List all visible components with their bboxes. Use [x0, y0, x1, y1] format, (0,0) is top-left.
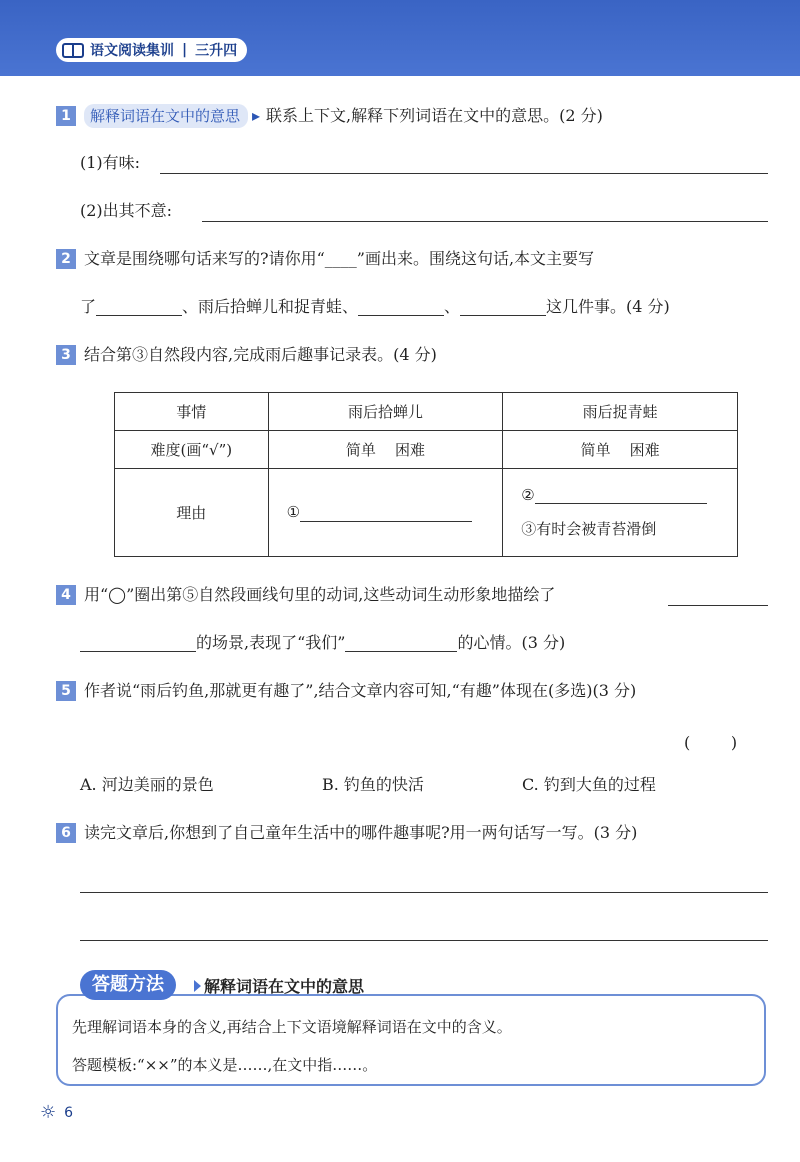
- question-number: 4: [56, 585, 76, 605]
- difficulty-choice[interactable]: 简单 困难: [268, 431, 503, 469]
- answer-blank[interactable]: [300, 505, 472, 522]
- q1-item-1: (1)有味:: [80, 153, 141, 172]
- answer-line[interactable]: [80, 940, 768, 941]
- question-text: 用“◯”圈出第⑤自然段画线句里的动词,这些动词生动形象地描绘了: [84, 585, 556, 604]
- answer-blank[interactable]: [96, 299, 182, 316]
- book-series-label: 语文阅读集训 | 三升四: [56, 38, 247, 62]
- option-c: C. 钓到大鱼的过程: [522, 775, 656, 794]
- book-icon: [62, 43, 84, 58]
- reason-cell: ② ③有时会被青苔滑倒: [503, 469, 738, 557]
- question-text: 作者说“雨后钓鱼,那就更有趣了”,结合文章内容可知,“有趣”体现在(多选)(3 分): [84, 681, 637, 700]
- table-header: 雨后拾蝉儿: [268, 393, 503, 431]
- q2-line-2: 了 、雨后拾蝉儿和捉青蛙、 、 这几件事。(4 分): [80, 297, 670, 316]
- method-title: 解释词语在文中的意思: [204, 977, 365, 996]
- question-6: [56, 822, 637, 844]
- answer-blank[interactable]: [358, 299, 444, 316]
- series-title: 语文阅读集训: [90, 43, 174, 59]
- question-number: 3: [56, 345, 76, 365]
- option-a: A. 河边美丽的景色: [80, 775, 214, 794]
- answer-blank[interactable]: [345, 635, 457, 652]
- method-line-2: 答题模板:“××”的本义是……,在文中指……。: [72, 1056, 378, 1074]
- option-b: B. 钓鱼的快活: [322, 775, 424, 794]
- q4-line-2: 的场景,表现了“我们” 的心情。(3 分): [80, 632, 565, 654]
- answer-line[interactable]: [202, 221, 768, 222]
- question-text: 结合第③自然段内容,完成雨后趣事记录表。(4 分): [84, 345, 437, 364]
- method-tag: 答题方法: [80, 970, 176, 1000]
- table-header: 雨后捉青蛙: [503, 393, 738, 431]
- difficulty-choice[interactable]: 简单 困难: [503, 431, 738, 469]
- answer-blank[interactable]: [80, 635, 196, 652]
- question-2: [56, 248, 594, 270]
- question-3: [56, 344, 437, 366]
- q1-item-2: (2)出其不意:: [80, 201, 173, 220]
- method-line-1: 先理解词语本身的含义,再结合上下文语境解释词语在文中的含义。: [72, 1018, 512, 1036]
- answer-blank[interactable]: [460, 299, 546, 316]
- question-text: 联系上下文,解释下列词语在文中的意思。(2 分): [266, 106, 603, 125]
- answer-line[interactable]: [80, 892, 768, 893]
- answer-paren[interactable]: ( ): [684, 733, 738, 752]
- question-text: 读完文章后,你想到了自己童年生活中的哪件趣事呢?用一两句话写一写。(3 分): [84, 823, 638, 842]
- sun-icon: ☼: [40, 1102, 57, 1123]
- question-number: 1: [56, 106, 76, 126]
- reason-cell: ①: [268, 469, 503, 557]
- reason-text: ③有时会被青苔滑倒: [521, 520, 657, 539]
- answer-line[interactable]: [668, 605, 768, 606]
- question-5: [56, 680, 636, 702]
- question-number: 5: [56, 681, 76, 701]
- question-number: 2: [56, 249, 76, 269]
- question-1: [56, 104, 603, 128]
- page-number: 6: [64, 1104, 74, 1121]
- page-footer: [40, 1102, 73, 1123]
- table-cell: 难度(画“√”): [115, 431, 269, 469]
- table-header: 事情: [115, 393, 269, 431]
- question-number: 6: [56, 823, 76, 843]
- question-text: 文章是围绕哪句话来写的?请你用“____”画出来。围绕这句话,本文主要写: [84, 249, 595, 268]
- record-table: [114, 392, 738, 557]
- table-cell: 理由: [115, 469, 269, 557]
- question-4: [56, 584, 555, 606]
- tag-arrow-icon: [194, 980, 201, 992]
- answer-line[interactable]: [160, 173, 768, 174]
- skill-tag: 解释词语在文中的意思: [84, 104, 248, 128]
- answer-blank[interactable]: [535, 487, 707, 504]
- tag-arrow-icon: ▸: [252, 106, 261, 125]
- grade-label: 三升四: [195, 43, 238, 59]
- page-header: [0, 0, 800, 76]
